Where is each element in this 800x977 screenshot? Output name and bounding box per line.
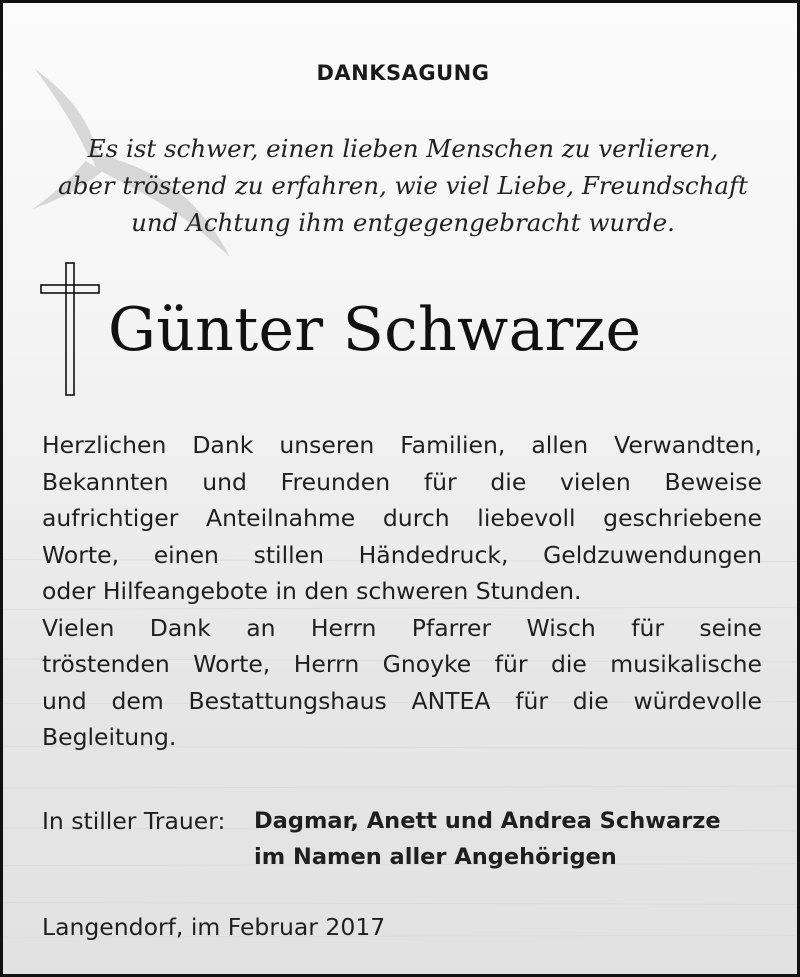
body-line: Bekannten und Freunden für die vielen Beweise xyxy=(42,467,762,496)
body-line: Vielen Dank an Herrn Pfarrer Wisch für seine xyxy=(42,613,762,642)
page-title: DANKSAGUNG xyxy=(316,61,490,85)
body-line: tröstenden Worte, Herrn Gnoyke für die musikalische xyxy=(42,650,762,678)
place-date: Langendorf, im Februar 2017 xyxy=(42,913,386,941)
mourning-label: In stiller Trauer: xyxy=(42,807,226,835)
quote-line: aber tröstend zu erfahren, wie viel Liebe, Freundschaft xyxy=(58,171,748,200)
body-line: und dem Bestattungshaus ANTEA für die würdevolle xyxy=(42,686,762,715)
quote-block xyxy=(33,130,773,241)
mourners-line: im Namen aller Angehörigen xyxy=(254,844,617,870)
body-line: Herzlichen Dank unseren Familien, allen Verwandten, xyxy=(42,431,762,459)
cross-icon xyxy=(39,261,101,397)
thanks-text xyxy=(42,427,762,756)
mourners-line: Dagmar, Anett und Andrea Schwarze xyxy=(254,808,721,834)
body-line: aufrichtiger Anteilnahme durch liebevoll geschriebene xyxy=(42,504,762,532)
body-line: oder Hilfeangebote in den schweren Stunden. xyxy=(42,577,582,605)
deceased-name: Günter Schwarze xyxy=(108,295,642,365)
quote-line: und Achtung ihm entgegengebracht wurde. xyxy=(131,208,675,237)
quote-line: Es ist schwer, einen lieben Menschen zu verlieren, xyxy=(87,134,719,163)
mourners-names xyxy=(254,803,721,875)
body-line: Worte, einen stillen Händedruck, Geldzuwendungen xyxy=(42,540,762,569)
body-line: Begleitung. xyxy=(42,723,177,751)
